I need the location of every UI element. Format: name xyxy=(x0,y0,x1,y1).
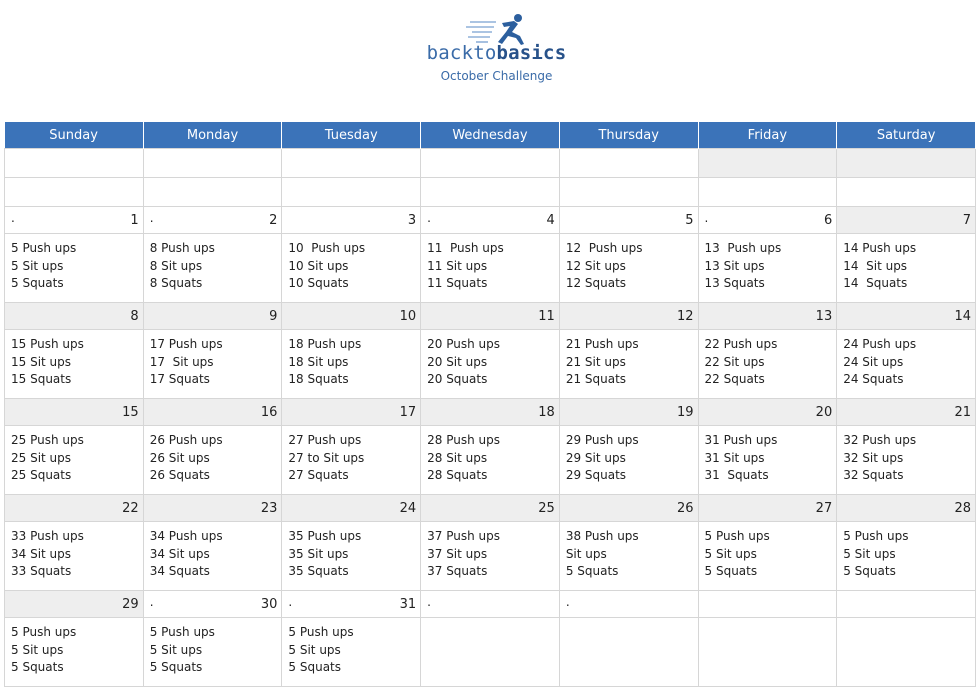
empty-cell xyxy=(421,178,560,207)
exercise-line: 5 Sit ups xyxy=(288,642,341,657)
exercise-line: 25 Push ups xyxy=(11,433,84,447)
empty-cell xyxy=(698,178,837,207)
date-marker: . xyxy=(565,595,570,609)
date-cell xyxy=(421,591,560,618)
exercise-cell xyxy=(698,618,837,687)
date-cell xyxy=(282,399,421,426)
weekday-friday: Friday xyxy=(698,122,837,149)
date-number: 19 xyxy=(676,405,694,420)
exercise-cell xyxy=(698,330,837,399)
exercise-line: 25 Squats xyxy=(11,468,72,482)
exercise-line: 12 Push ups xyxy=(565,241,643,255)
date-number: 4 xyxy=(546,213,555,228)
exercise-line: 8 Push ups xyxy=(149,241,215,255)
exercise-line: 5 Squats xyxy=(565,564,619,578)
exercise-line: 32 Push ups xyxy=(843,433,917,447)
exercise-line: 5 Squats xyxy=(288,660,342,674)
exercise-line: 35 Sit ups xyxy=(288,546,349,561)
weekday-wednesday: Wednesday xyxy=(421,122,560,149)
exercise-line: 21 Squats xyxy=(565,372,627,386)
date-cell xyxy=(421,207,560,234)
date-cell xyxy=(837,591,976,618)
exercise-cell xyxy=(559,234,698,303)
date-cell xyxy=(837,399,976,426)
date-number: 2 xyxy=(269,213,278,228)
exercise-cell xyxy=(837,522,976,591)
exercise-line: 8 Sit ups xyxy=(149,258,203,273)
exercise-line: 34 Sit ups xyxy=(149,546,210,561)
exercise-line: 15 Push ups xyxy=(11,337,84,351)
weekday-saturday: Saturday xyxy=(837,122,976,149)
date-cell xyxy=(559,591,698,618)
exercise-cell xyxy=(143,234,282,303)
exercise-cell xyxy=(559,426,698,495)
exercise-row xyxy=(5,330,976,399)
exercise-line: 25 Sit ups xyxy=(11,450,72,465)
date-cell xyxy=(421,495,560,522)
empty-cell xyxy=(559,178,698,207)
date-number: 10 xyxy=(399,309,417,324)
date-number: 13 xyxy=(815,309,833,324)
exercise-line: 34 Push ups xyxy=(149,529,223,543)
empty-cell xyxy=(5,178,144,207)
exercise-line: 11 Sit ups xyxy=(427,258,488,273)
date-cell xyxy=(698,495,837,522)
empty-cell xyxy=(5,149,144,178)
exercise-cell xyxy=(143,426,282,495)
exercise-line: 11 Squats xyxy=(427,276,488,290)
exercise-cell xyxy=(421,426,560,495)
exercise-line: 5 Sit ups xyxy=(11,642,64,657)
exercise-line: 18 Push ups xyxy=(288,337,362,351)
date-cell xyxy=(698,303,837,330)
exercise-cell xyxy=(837,234,976,303)
exercise-line: 10 Sit ups xyxy=(288,258,349,273)
exercise-line: 20 Squats xyxy=(427,372,488,386)
exercise-line: 34 Sit ups xyxy=(11,546,72,561)
exercise-line: 13 Sit ups xyxy=(704,258,765,273)
exercise-line: 13 Squats xyxy=(704,276,765,290)
exercise-cell xyxy=(698,234,837,303)
brand-name xyxy=(0,42,980,64)
exercise-cell xyxy=(282,426,421,495)
date-cell xyxy=(143,495,282,522)
date-marker: . xyxy=(288,595,293,609)
exercise-line: 18 Sit ups xyxy=(288,354,349,369)
date-marker: . xyxy=(149,595,154,609)
date-number: 20 xyxy=(815,405,833,420)
exercise-line: 31 Squats xyxy=(704,468,769,482)
date-cell xyxy=(559,495,698,522)
empty-cell xyxy=(143,178,282,207)
exercise-row xyxy=(5,618,976,687)
exercise-line: 26 Push ups xyxy=(149,433,223,447)
exercise-line: 24 Squats xyxy=(843,372,904,386)
date-cell xyxy=(282,303,421,330)
date-number: 11 xyxy=(538,309,555,324)
date-cell xyxy=(698,207,837,234)
date-row xyxy=(5,495,976,522)
exercise-line: 15 Squats xyxy=(11,372,72,386)
exercise-line: 12 Squats xyxy=(565,276,627,290)
exercise-cell xyxy=(282,618,421,687)
exercise-line: 22 Sit ups xyxy=(704,354,765,369)
exercise-line: Sit ups xyxy=(565,546,607,561)
date-number: 3 xyxy=(407,213,417,228)
exercise-line: 28 Sit ups xyxy=(427,450,488,465)
date-marker: . xyxy=(11,211,15,225)
exercise-line: 5 Squats xyxy=(149,660,203,674)
date-cell xyxy=(143,591,282,618)
exercise-line: 5 Push ups xyxy=(843,529,909,543)
exercise-line: 24 Sit ups xyxy=(843,354,904,369)
date-number: 14 xyxy=(954,309,971,324)
exercise-line: 14 Sit ups xyxy=(843,258,908,273)
exercise-line: 37 Squats xyxy=(427,564,488,578)
exercise-line: 5 Squats xyxy=(704,564,758,578)
date-number: 27 xyxy=(815,501,833,516)
date-cell xyxy=(698,591,837,618)
date-number: 23 xyxy=(260,501,278,516)
date-cell xyxy=(698,399,837,426)
date-row xyxy=(5,399,976,426)
exercise-cell xyxy=(421,618,560,687)
date-cell xyxy=(143,207,282,234)
exercise-cell xyxy=(5,234,144,303)
subtitle: October Challenge xyxy=(440,69,553,83)
weekday-sunday: Sunday xyxy=(5,122,144,149)
exercise-cell xyxy=(559,618,698,687)
date-cell xyxy=(559,303,698,330)
brand-part-1: backto xyxy=(426,42,497,64)
date-number: 24 xyxy=(399,501,417,516)
date-cell xyxy=(282,207,421,234)
date-marker: . xyxy=(149,211,154,225)
exercise-line: 31 Sit ups xyxy=(704,450,765,465)
exercise-line: 8 Squats xyxy=(149,276,203,290)
exercise-cell xyxy=(837,330,976,399)
exercise-line: 32 Sit ups xyxy=(843,450,904,465)
exercise-line: 22 Push ups xyxy=(704,337,778,351)
exercise-cell xyxy=(698,426,837,495)
exercise-line: 26 Sit ups xyxy=(149,450,210,465)
date-number: 5 xyxy=(685,213,694,228)
exercise-line: 5 Squats xyxy=(11,276,64,290)
exercise-line: 5 Push ups xyxy=(149,625,215,639)
date-cell xyxy=(5,495,144,522)
exercise-line: 34 Squats xyxy=(149,564,210,578)
exercise-line: 5 Push ups xyxy=(288,625,354,639)
exercise-line: 5 Sit ups xyxy=(149,642,203,657)
exercise-line: 29 Sit ups xyxy=(565,450,626,465)
exercise-cell xyxy=(5,426,144,495)
empty-cell xyxy=(282,149,421,178)
date-cell xyxy=(5,207,144,234)
exercise-cell xyxy=(143,618,282,687)
exercise-line: 10 Push ups xyxy=(288,241,366,255)
exercise-line: 15 Sit ups xyxy=(11,354,72,369)
exercise-line: 38 Push ups xyxy=(565,529,639,543)
exercise-line: 21 Push ups xyxy=(565,337,639,351)
blank-row xyxy=(5,178,976,207)
weekday-tuesday: Tuesday xyxy=(282,122,421,149)
exercise-line: 20 Sit ups xyxy=(427,354,488,369)
date-number: 25 xyxy=(538,501,555,516)
empty-cell xyxy=(421,149,560,178)
weekday-header-row xyxy=(5,122,976,149)
weekday-monday: Monday xyxy=(143,122,282,149)
exercise-cell xyxy=(282,522,421,591)
blank-row xyxy=(5,149,976,178)
exercise-line: 5 Sit ups xyxy=(843,546,896,561)
exercise-line: 14 Squats xyxy=(843,276,908,290)
exercise-cell xyxy=(698,522,837,591)
date-number: 1 xyxy=(130,213,139,228)
date-number: 16 xyxy=(260,405,278,420)
exercise-line: 37 Sit ups xyxy=(427,546,488,561)
date-number: 31 xyxy=(399,597,417,612)
exercise-line: 17 Push ups xyxy=(149,337,223,351)
date-number: 28 xyxy=(954,501,971,516)
date-cell xyxy=(143,303,282,330)
exercise-line: 17 Squats xyxy=(149,372,210,386)
exercise-cell xyxy=(837,618,976,687)
calendar xyxy=(4,122,976,687)
date-row xyxy=(5,591,976,618)
exercise-line: 32 Squats xyxy=(843,468,904,482)
date-number: 29 xyxy=(122,597,139,612)
date-cell xyxy=(421,303,560,330)
date-number: 8 xyxy=(130,309,139,324)
exercise-line: 5 Squats xyxy=(843,564,896,578)
exercise-line: 28 Push ups xyxy=(427,433,500,447)
date-cell xyxy=(143,399,282,426)
empty-cell xyxy=(143,149,282,178)
header xyxy=(0,0,980,120)
exercise-line: 31 Push ups xyxy=(704,433,778,447)
exercise-line: 12 Sit ups xyxy=(565,258,626,273)
exercise-line: 37 Push ups xyxy=(427,529,500,543)
date-cell xyxy=(837,495,976,522)
date-number: 12 xyxy=(676,309,694,324)
exercise-line: 33 Push ups xyxy=(11,529,84,543)
date-number: 21 xyxy=(954,405,971,420)
exercise-line: 28 Squats xyxy=(427,468,488,482)
exercise-line: 13 Push ups xyxy=(704,241,782,255)
exercise-line: 5 Push ups xyxy=(11,241,77,255)
exercise-cell xyxy=(282,234,421,303)
exercise-line: 17 Sit ups xyxy=(149,354,214,369)
exercise-cell xyxy=(559,330,698,399)
empty-cell xyxy=(837,149,976,178)
exercise-line: 11 Push ups xyxy=(427,241,504,255)
exercise-cell xyxy=(421,522,560,591)
exercise-cell xyxy=(282,330,421,399)
empty-cell xyxy=(559,149,698,178)
exercise-line: 5 Push ups xyxy=(704,529,770,543)
date-marker: . xyxy=(427,595,431,609)
exercise-line: 10 Squats xyxy=(288,276,349,290)
exercise-row xyxy=(5,234,976,303)
exercise-cell xyxy=(143,522,282,591)
date-cell xyxy=(282,495,421,522)
date-marker: . xyxy=(704,211,709,225)
date-cell xyxy=(559,207,698,234)
exercise-cell xyxy=(5,618,144,687)
exercise-line: 18 Squats xyxy=(288,372,349,386)
date-number: 7 xyxy=(962,213,971,228)
exercise-line: 33 Squats xyxy=(11,564,72,578)
exercise-line: 29 Push ups xyxy=(565,433,639,447)
exercise-cell xyxy=(559,522,698,591)
exercise-line: 5 Sit ups xyxy=(11,258,64,273)
brand-part-2: basics xyxy=(496,42,567,64)
date-cell xyxy=(5,591,144,618)
date-number: 17 xyxy=(399,405,417,420)
exercise-cell xyxy=(421,234,560,303)
exercise-cell xyxy=(143,330,282,399)
date-cell xyxy=(837,303,976,330)
exercise-cell xyxy=(421,330,560,399)
date-number: 18 xyxy=(538,405,555,420)
empty-cell xyxy=(837,178,976,207)
date-number: 26 xyxy=(676,501,694,516)
exercise-line: 35 Push ups xyxy=(288,529,362,543)
exercise-row xyxy=(5,522,976,591)
exercise-row xyxy=(5,426,976,495)
date-number: 6 xyxy=(823,213,833,228)
date-cell xyxy=(559,399,698,426)
exercise-line: 35 Squats xyxy=(288,564,349,578)
date-number: 15 xyxy=(122,405,139,420)
exercise-cell xyxy=(5,330,144,399)
date-row xyxy=(5,207,976,234)
exercise-cell xyxy=(5,522,144,591)
exercise-line: 5 Push ups xyxy=(11,625,77,639)
exercise-cell xyxy=(837,426,976,495)
date-number: 9 xyxy=(269,309,278,324)
date-row xyxy=(5,303,976,330)
exercise-line: 27 Squats xyxy=(288,468,349,482)
exercise-line: 27 Push ups xyxy=(288,433,362,447)
date-cell xyxy=(5,303,144,330)
exercise-line: 29 Squats xyxy=(565,468,627,482)
exercise-line: 22 Squats xyxy=(704,372,765,386)
exercise-line: 14 Push ups xyxy=(843,241,917,255)
date-cell xyxy=(282,591,421,618)
weekday-thursday: Thursday xyxy=(559,122,698,149)
date-number: 30 xyxy=(260,597,278,612)
exercise-line: 26 Squats xyxy=(149,468,210,482)
date-number: 22 xyxy=(122,501,139,516)
date-cell xyxy=(837,207,976,234)
exercise-line: 5 Squats xyxy=(11,660,64,674)
date-marker: . xyxy=(427,211,431,225)
exercise-line: 27 to Sit ups xyxy=(288,450,365,465)
empty-cell xyxy=(698,149,837,178)
exercise-line: 24 Push ups xyxy=(843,337,917,351)
exercise-line: 21 Sit ups xyxy=(565,354,626,369)
empty-cell xyxy=(282,178,421,207)
exercise-line: 5 Sit ups xyxy=(704,546,757,561)
date-cell xyxy=(421,399,560,426)
exercise-line: 20 Push ups xyxy=(427,337,500,351)
date-cell xyxy=(5,399,144,426)
